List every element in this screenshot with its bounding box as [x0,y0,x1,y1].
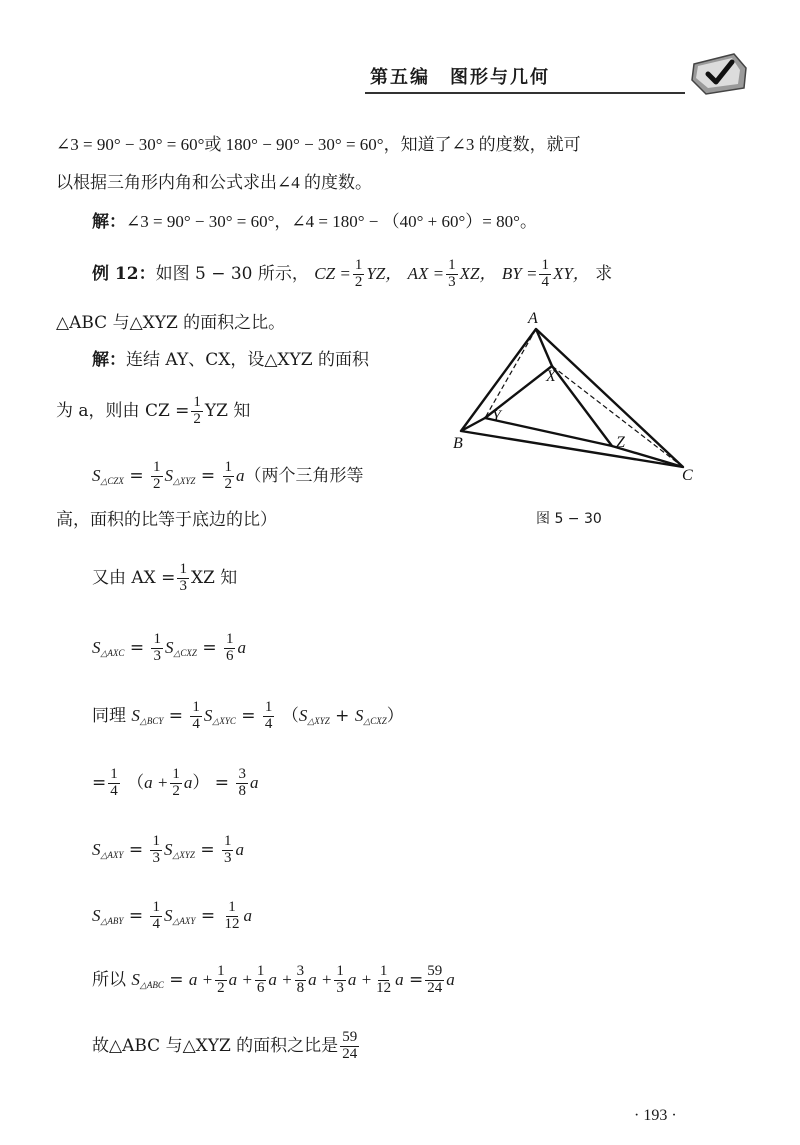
eq-s-aby: $S_{\triangle ABY}$ = $\frac{1}{4}$ $S_{\triangle AXY}$ = $\frac{1}{12}$ a [92,899,252,932]
solution-2-line-1 [92,352,369,369]
label-b: B [453,435,463,452]
section-header-title: 第五编 图形与几何 [370,67,550,88]
example-text-1: 如图 5 − 30 所示， [155,263,309,284]
expr-xz: XZ， [459,263,497,283]
fraction-quarter: $\frac{1}{4}$ [541,257,549,290]
fraction-third: $\frac{1}{3}$ [448,257,456,290]
eq-s-bcy: 同理 $S_{\triangle BCY}$ = $\frac{1}{4}$ $S_{\triangle XYC}$ = $\frac{1}{4}$ $(S_{\triangle XYZ} + S_{\triangle CXZ})$ [92,699,404,732]
figure-5-30-triangle-diagram [440,300,710,490]
label-z: Z [616,434,625,451]
eq-s-abc: 所以 $S_{\triangle ABC} = a$ + $\frac{1}{2}$ a + $\frac{1}{6}$ a + $\frac{3}{8}$ a + $\frac{1}{3}$ a + $\frac{1}{12}$ a = $\frac{59}{24}$ a [92,963,455,996]
intro-line-2: 以根据三角形内角和公式求出∠4 的度数。 [56,173,372,192]
conclusion-line: 故△ABC 与△XYZ 的面积之比是 $\frac{59}{24}$ [92,1029,358,1062]
label-a: A [528,310,538,327]
label-c: C [682,467,693,484]
fraction-half: $\frac{1}{2}$ [354,257,363,290]
solution-label: 解： [92,212,126,232]
expr-xy: XY， [552,263,590,283]
fraction-final: $\frac{59}{24}$ [342,1029,358,1062]
eq-s-axy: $S_{\triangle AXY}$ = $\frac{1}{3}$ $S_{\triangle XYZ}$ = $\frac{1}{3}$ a [92,833,244,866]
solution-2-text-2a: 为 a，则由 CZ = [56,400,190,421]
label-y: Y [492,408,501,425]
segment-c-x-dashed [552,366,683,467]
eq-s-axc: $S_{\triangle AXC}$ = $\frac{1}{3}$ $S_{\triangle CXZ}$ = $\frac{1}{6}$ a [92,631,246,664]
solution-1-text: ∠3 = 90° − 30° = 60°，∠4 = 180° − （40° + 60°）= 80°。 [126,212,537,231]
solution-2-line-2 [56,395,250,428]
checkmark-logo-icon [688,50,750,98]
header-rule [365,92,685,94]
expr-by: BY = [501,263,538,283]
fraction-half: $\frac{1}{2}$ [193,394,201,427]
segment-a-y-dashed [485,329,536,418]
example-12-line-1 [92,258,612,291]
expr-yz: YZ， [366,263,403,283]
eq-three-eighths: = $\frac{1}{4}$ （a + $\frac{1}{2}$ a） = $\frac{3}{8}$ a [92,766,259,799]
solution-2-text-1: 连结 AY、CX，设△XYZ 的面积 [126,350,369,370]
label-x: X [546,368,556,385]
example-label: 例 12： [92,263,156,284]
expr-cz: CZ = [314,263,351,283]
solution-2-line-3: 高，面积的比等于底边的比） [56,510,277,530]
example-12-line-2: △ABC 与△XYZ 的面积之比。 [56,313,286,333]
example-text-end: 求 [595,263,613,284]
expr-ax: AX = [407,263,445,283]
s-czx-note: （两个三角形等 [244,465,364,486]
intro-line-1: ∠3 = 90° − 30° = 60°或 180° − 90° − 30° = 60°，知道了∠3 的度数，就可 [56,135,581,154]
triangle-abc [461,329,683,467]
page-number: · 193 · [634,1107,677,1124]
again-line: 又由 AX = $\frac{1}{3}$ XZ 知 [92,561,238,594]
eq-s-czx: $S_{\triangle CZX}$ = $\frac{1}{2}$ $S_{\triangle XYZ}$ = $\frac{1}{2}$ a（两个三角形等 [92,459,364,492]
figure-caption: 图 5 − 30 [536,511,602,527]
segment-a-x [536,329,552,366]
solution-label: 解： [92,350,126,370]
solution-2-text-2b: YZ 知 [204,400,251,421]
solution-1 [92,213,537,231]
